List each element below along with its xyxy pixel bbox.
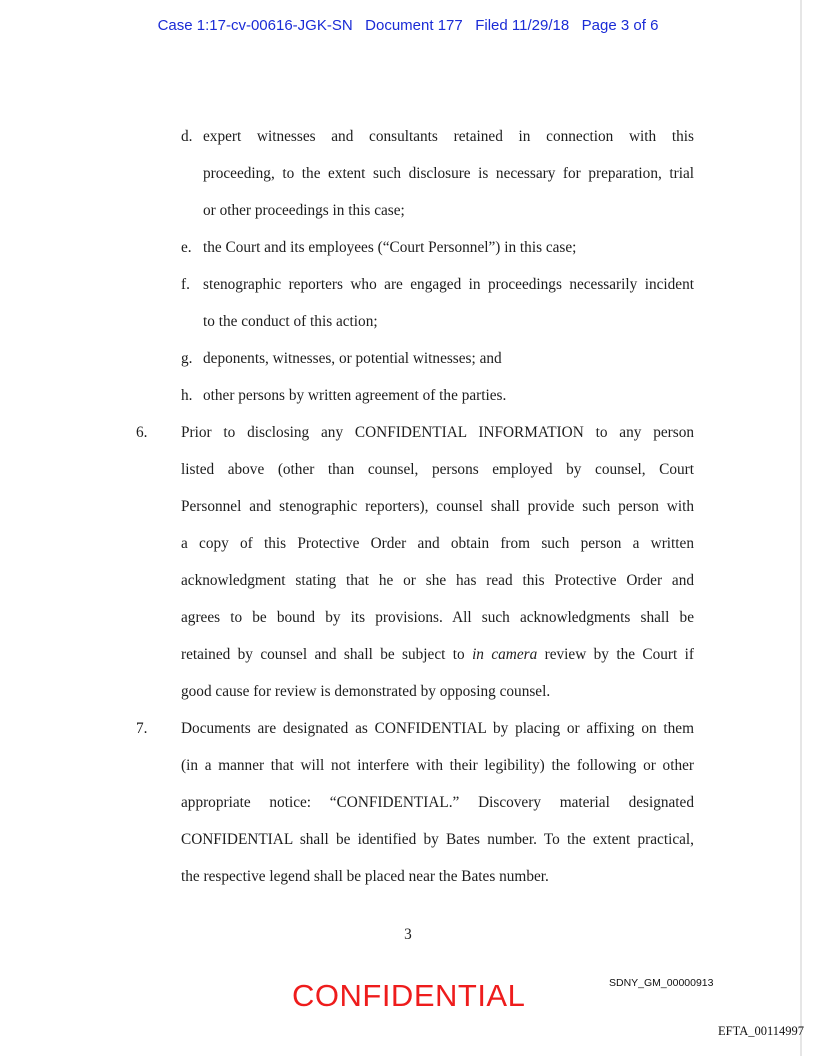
list-item-h-line-1: other persons by written agreement of the parties. xyxy=(203,387,507,404)
paragraph-6-line-7-pre: retained by counsel and shall be subject to xyxy=(181,646,473,663)
list-item-d-line-2: proceeding, to the extent such disclosure is necessary for preparation, trial xyxy=(203,165,694,182)
paragraph-6-line-5: acknowledgment stating that he or she has read this Protective Order and xyxy=(181,572,694,589)
list-item-d-line-3: or other proceedings in this case; xyxy=(203,202,405,219)
list-marker-h: h. xyxy=(181,387,193,404)
paragraph-7-line-5: the respective legend shall be placed near the Bates number. xyxy=(181,868,549,885)
list-item-d-line-1: expert witnesses and consultants retained in connection with this xyxy=(203,128,694,145)
paragraph-6-line-6: agrees to be bound by its provisions. All such acknowledgments shall be xyxy=(181,609,694,626)
bates-number: SDNY_GM_00000913 xyxy=(609,977,714,989)
list-marker-e: e. xyxy=(181,239,192,256)
list-item-g-line-1: deponents, witnesses, or potential witnesses; and xyxy=(203,350,502,367)
list-item-e-line-1: the Court and its employees (“Court Personnel”) in this case; xyxy=(203,239,577,256)
paragraph-7-line-3: appropriate notice: “CONFIDENTIAL.” Discovery material designated xyxy=(181,794,694,811)
paragraph-number-7: 7. xyxy=(136,720,148,737)
paragraph-6-line-3: Personnel and stenographic reporters), counsel shall provide such person with xyxy=(181,498,694,515)
paragraph-6-line-2: listed above (other than counsel, persons employed by counsel, Court xyxy=(181,461,694,478)
list-marker-f: f. xyxy=(181,276,190,293)
list-marker-d: d. xyxy=(181,128,193,145)
confidential-stamp: CONFIDENTIAL xyxy=(292,978,526,1013)
page-number: 3 xyxy=(404,926,412,943)
efta-id: EFTA_00114997 xyxy=(718,1024,805,1038)
page-edge xyxy=(800,0,802,1056)
paragraph-7-line-4: CONFIDENTIAL shall be identified by Bates number. To the extent practical, xyxy=(181,831,694,848)
paragraph-7-line-2: (in a manner that will not interfere with their legibility) the following or other xyxy=(181,757,694,774)
list-marker-g: g. xyxy=(181,350,193,367)
paragraph-6-line-4: a copy of this Protective Order and obtain from such person a written xyxy=(181,535,694,552)
paragraph-7-line-1: Documents are designated as CONFIDENTIAL by placing or affixing on them xyxy=(181,720,694,737)
paragraph-6-line-7-post: review by the Court if xyxy=(537,646,694,663)
paragraph-6-line-1: Prior to disclosing any CONFIDENTIAL INFORMATION to any person xyxy=(181,424,694,441)
paragraph-number-6: 6. xyxy=(136,424,148,441)
paragraph-6-line-7 xyxy=(181,645,694,665)
paragraph-6-line-8: good cause for review is demonstrated by opposing counsel. xyxy=(181,683,551,700)
case-header: Case 1:17-cv-00616-JGK-SN Document 177 Filed 11/29/18 Page 3 of 6 xyxy=(157,17,659,34)
list-item-f-line-2: to the conduct of this action; xyxy=(203,313,378,330)
in-camera-italic: in camera xyxy=(472,646,538,663)
list-item-f-line-1: stenographic reporters who are engaged in proceedings necessarily incident xyxy=(203,276,694,293)
